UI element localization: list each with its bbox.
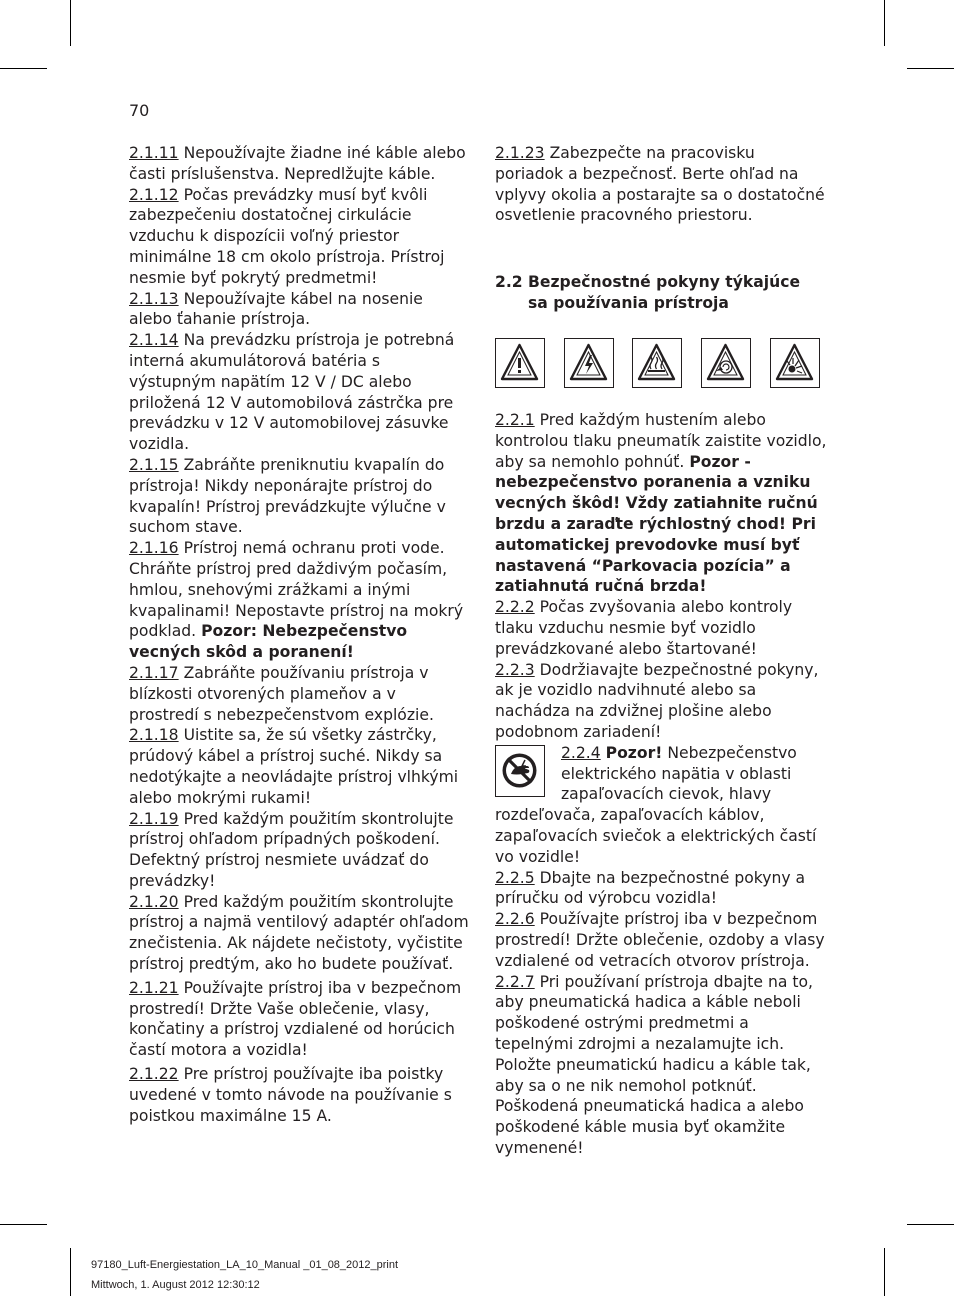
crop-mark [70, 1248, 71, 1296]
item-number: 2.1.18 [129, 726, 179, 745]
crop-mark [70, 0, 71, 46]
item-number: 2.2.6 [495, 910, 535, 929]
section-heading [495, 272, 825, 314]
left-column [129, 143, 469, 1126]
item-text: Nepoužívajte žiadne iné káble alebo časti príslušenstva. Nepredlžujte káble. [129, 144, 466, 183]
item-number: 2.1.14 [129, 331, 179, 350]
list-item [495, 597, 827, 659]
item-text: Pre prístroj používajte iba poistky uvedené v tomto návode na používanie s poistkou maximálne 15 A. [129, 1065, 452, 1125]
item-number: 2.1.17 [129, 663, 179, 682]
general-warning-icon [495, 338, 545, 388]
item-text: Pred každým hustením alebo kontrolou tlaku pneumatík zaistite vozidlo, aby sa nemohlo pohnúť. [495, 411, 827, 471]
item-text: Pred každým použitím skontrolujte prístroj ohľadom prípadných poškodení. Defektný prístroj nesmiete uvádzať do prevádzky! [129, 809, 454, 890]
footer-timestamp: Mittwoch, 1. August 2012 12:30:12 [91, 1279, 260, 1291]
print-footer [91, 1255, 398, 1295]
item-number: 2.1.12 [129, 185, 179, 204]
right-column-items [495, 410, 827, 1159]
list-item [495, 743, 827, 868]
crop-mark [884, 0, 885, 46]
item-number: 2.2.1 [495, 411, 535, 429]
item-text: Uistite sa, že sú všetky zástrčky, prúdový kábel a prístroj suché. Nikdy sa nedotýkajte a neovládajte prístroj vlhkými alebo mokrými rukami! [129, 726, 459, 807]
item-text: Používajte prístroj iba v bezpečnom prostredí! Držte oblečenie, ozdoby a vlasy vzdialené od vetracích otvorov prístroja. [495, 910, 825, 970]
explosion-warning-icon [770, 338, 820, 388]
item-warning: Pozor: Nebezpečenstvo vecných skôd a poranení! [129, 622, 408, 662]
hand-entanglement-warning-icon [701, 338, 751, 388]
item-text: Zabráňte preniknutiu kvapalín do prístroja! Nikdy neponárajte prístroj do kvapalín! Prístroj prevádzkujte výlučne v suchom stave. [129, 455, 446, 537]
hot-surface-warning-icon [632, 338, 682, 388]
item-text: Pred každým použitím skontrolujte prístroj a najmä ventilový adaptér ohľadom znečistenia. Ak nájdete nečistoty, vyčistite prístroj predtým, ako ho budete používať. [129, 892, 469, 974]
crop-mark [907, 1224, 954, 1225]
item-number: 2.2.5 [495, 868, 535, 887]
item-text: Zabezpečte na pracovisku poriadok a bezpečnosť. Berte ohľad na vplyvy okolia a postarajte sa o dostatočné osvetlenie pracovného priestoru. [495, 144, 825, 225]
section-title: Bezpečnostné pokyny týkajúce sa používania prístroja [528, 273, 801, 312]
page-number: 70 [129, 101, 150, 120]
item-text: Pri používaní prístroja dbajte na to, aby pneumatická hadica a káble neboli poškodené ostrými predmetmi a tepelnými zdrojmi a nezalamujte ich. Položte pneumatickú hadicu a káble tak, aby sa o ne nik nemohol potknúť. Poškodená pneumatická hadica a alebo poškodené káble musia byť okamžite vymenené! [495, 972, 813, 1157]
item-number: 2.2.2 [495, 598, 535, 617]
item-text: Na prevádzku prístroja je potrebná interná akumulátorová batéria s výstupným napätím 12 V / DC alebo priložená 12 V automobilová zástrčka pre prevádzku v 12 V automobilovej zásuvke vozidla. [129, 331, 455, 454]
item-text: Dodržiavajte bezpečnostné pokyny, ak je vozidlo nadvihnuté alebo sa nachádza na zdvižnej plošine alebo podobnom zariadení! [495, 660, 819, 741]
list-item [495, 972, 827, 1159]
crop-mark [907, 68, 954, 69]
item-text: Počas zvyšovania alebo kontroly tlaku vzduchu nesmie byť vozidlo prevádzkované alebo štartované! [495, 598, 793, 658]
electric-shock-warning-icon [564, 338, 614, 388]
list-item [129, 978, 469, 1061]
list-item [129, 892, 469, 975]
list-item [129, 809, 469, 892]
item-text: Používajte prístroj iba v bezpečnom prostredí! Držte Vaše oblečenie, vlasy, končatiny a prístroj vzdialené od horúcich častí motora a vozidla! [129, 978, 462, 1060]
item-number: 2.1.20 [129, 892, 179, 911]
list-item [129, 455, 469, 538]
crop-mark [0, 68, 47, 69]
list-item [129, 330, 469, 455]
item-number: 2.1.19 [129, 809, 179, 828]
item-text: Dbajte na bezpečnostné pokyny a príručku od výrobcu vozidla! [495, 868, 806, 908]
item-number: 2.1.23 [495, 144, 545, 162]
item-number: 2.1.15 [129, 455, 179, 474]
crop-mark [0, 1224, 47, 1225]
list-item [495, 660, 827, 743]
item-number: 2.2.3 [495, 660, 535, 679]
list-item [129, 289, 469, 331]
item-text: Nebezpečenstvo elektrického napätia v oblasti zapaľovacích cievok, hlavy rozdeľovača, zapaľovacích káblov, zapaľovacích sviečok a elektrických častí vo vozidle! [495, 743, 817, 866]
list-item [495, 410, 827, 597]
list-item [129, 663, 469, 725]
item-text: Prístroj nemá ochranu proti vode. Chráňte prístroj pred daždivým počasím, hmlou, snehovými zrážkami a inými kvapalinami! Nepostavte prístroj na mokrý podklad. [129, 539, 464, 641]
item-number: 2.2.4 [561, 743, 601, 762]
list-item [495, 909, 827, 971]
right-column-top [495, 143, 827, 226]
item-warning: Pozor - nebezpečenstvo poranenia a vzniku vecných škôd! Vždy zatiahnite ručnú brzdu a zaraďte rýchlostný chod! Pri automatickej prevodovke musí byť nastavená “Parkovacia pozícia” a zatiahnutá ručná brzda! [495, 452, 818, 596]
item-text: Zabráňte používaniu prístroja v blízkosti otvorených plameňov a v prostredí s nebezpečenstvom explózie. [129, 663, 434, 724]
item-number: 2.1.13 [129, 289, 179, 308]
item-number: 2.2.7 [495, 972, 535, 991]
item-number: 2.1.22 [129, 1065, 179, 1084]
list-item [495, 143, 827, 226]
crop-mark [884, 1248, 885, 1296]
item-number: 2.1.21 [129, 978, 179, 997]
list-item [129, 185, 469, 289]
list-item [129, 725, 469, 808]
list-item [129, 1064, 469, 1126]
item-warning: Pozor! [605, 743, 663, 762]
item-text: Nepoužívajte kábel na nosenie alebo ťahanie prístroja. [129, 289, 423, 329]
section-number: 2.2 [495, 273, 523, 291]
no-touch-electric-icon [495, 745, 545, 797]
warning-icons-row [495, 338, 825, 390]
item-number: 2.1.11 [129, 144, 179, 162]
footer-filename: 97180_Luft-Energiestation_LA_10_Manual _01_08_2012_print [91, 1259, 399, 1271]
list-item [495, 868, 827, 910]
item-number: 2.1.16 [129, 539, 179, 558]
list-item [129, 538, 469, 663]
item-text: Počas prevádzky musí byť kvôli zabezpečeniu dostatočnej cirkulácie vzduchu k dispozícii voľný priestor minimálne 18 cm okolo prístroja. Prístroj nesmie byť pokrytý predmetmi! [129, 185, 445, 287]
list-item [129, 143, 469, 185]
